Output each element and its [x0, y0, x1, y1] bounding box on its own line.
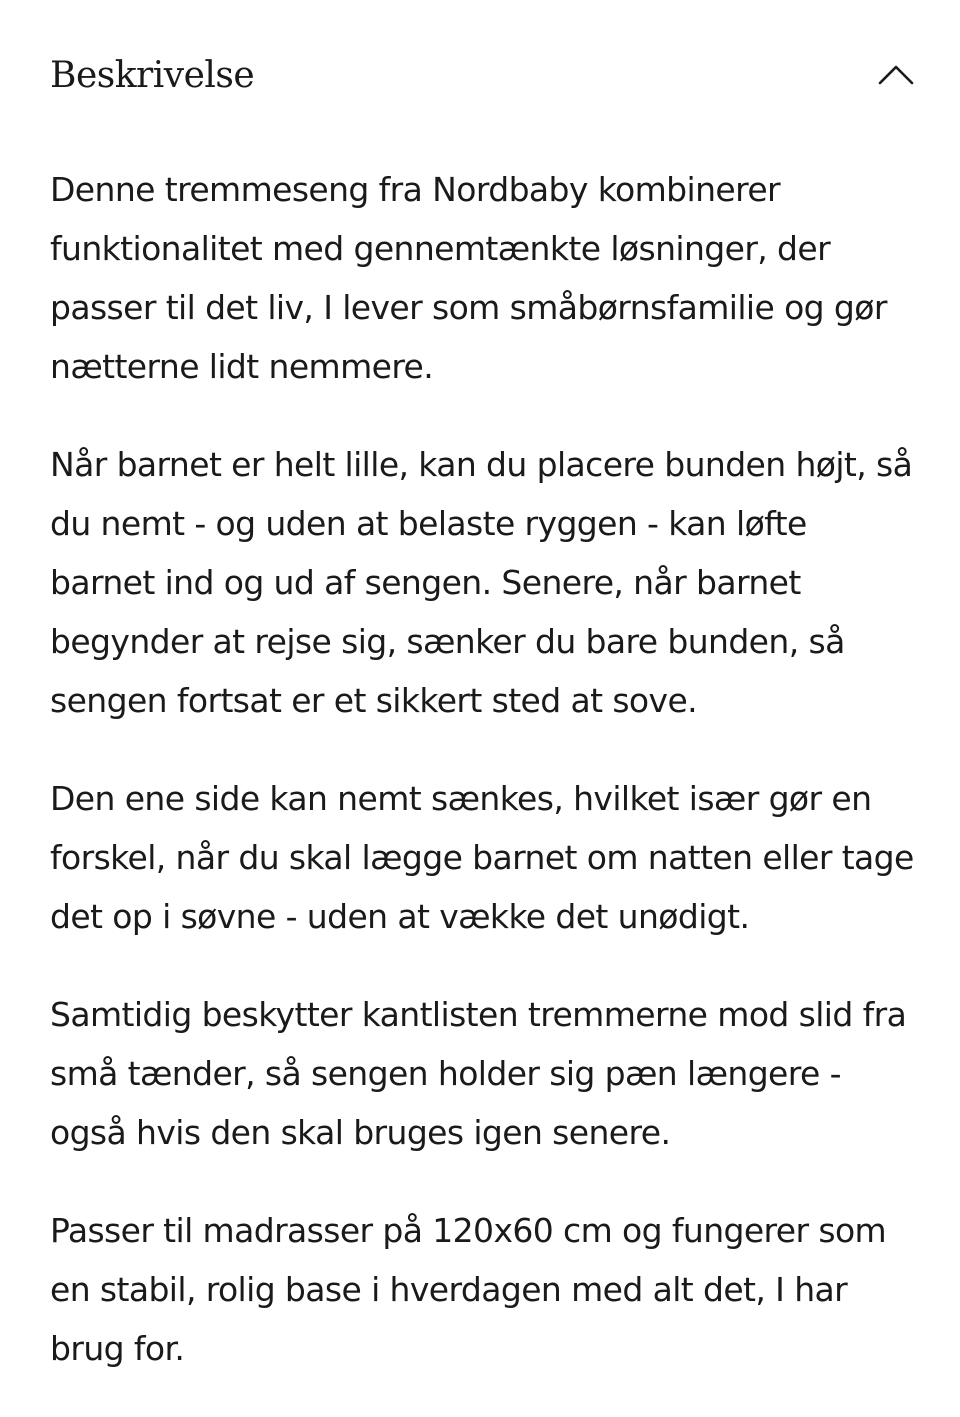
description-paragraph: Samtidig beskytter kantlisten tremmerne mod slid fra små tænder, så sengen holder sig pæn længere - også hvis den skal bruges igen senere. [50, 995, 907, 1152]
description-paragraph: Denne tremmeseng fra Nordbaby kombinerer funktionalitet med gennemtænkte løsninger, der passer til det liv, I lever som småbørnsfamilie og gør nætterne lidt nemmere. [50, 170, 887, 386]
chevron-up-icon[interactable] [876, 55, 916, 95]
description-paragraph: Den ene side kan nemt sænkes, hvilket især gør en forskel, når du skal lægge barnet om natten eller tage det op i søvne - uden at vække det unødigt. [50, 779, 914, 936]
description-paragraph: Når barnet er helt lille, kan du placere bunden højt, så du nemt - og uden at belaste ryggen - kan løfte barnet ind og ud af sengen. Senere, når barnet begynder at rejse sig, sænker du bare bunden, så sengen fortsat er et sikkert sted at sove. [50, 445, 913, 720]
description-paragraph: Passer til madrasser på 120x60 cm og fungerer som en stabil, rolig base i hverdagen med alt det, I har brug for. [50, 1211, 887, 1368]
description-accordion-header[interactable] [50, 44, 910, 106]
description-content [50, 160, 920, 1417]
description-title: Beskrivelse [50, 54, 255, 96]
